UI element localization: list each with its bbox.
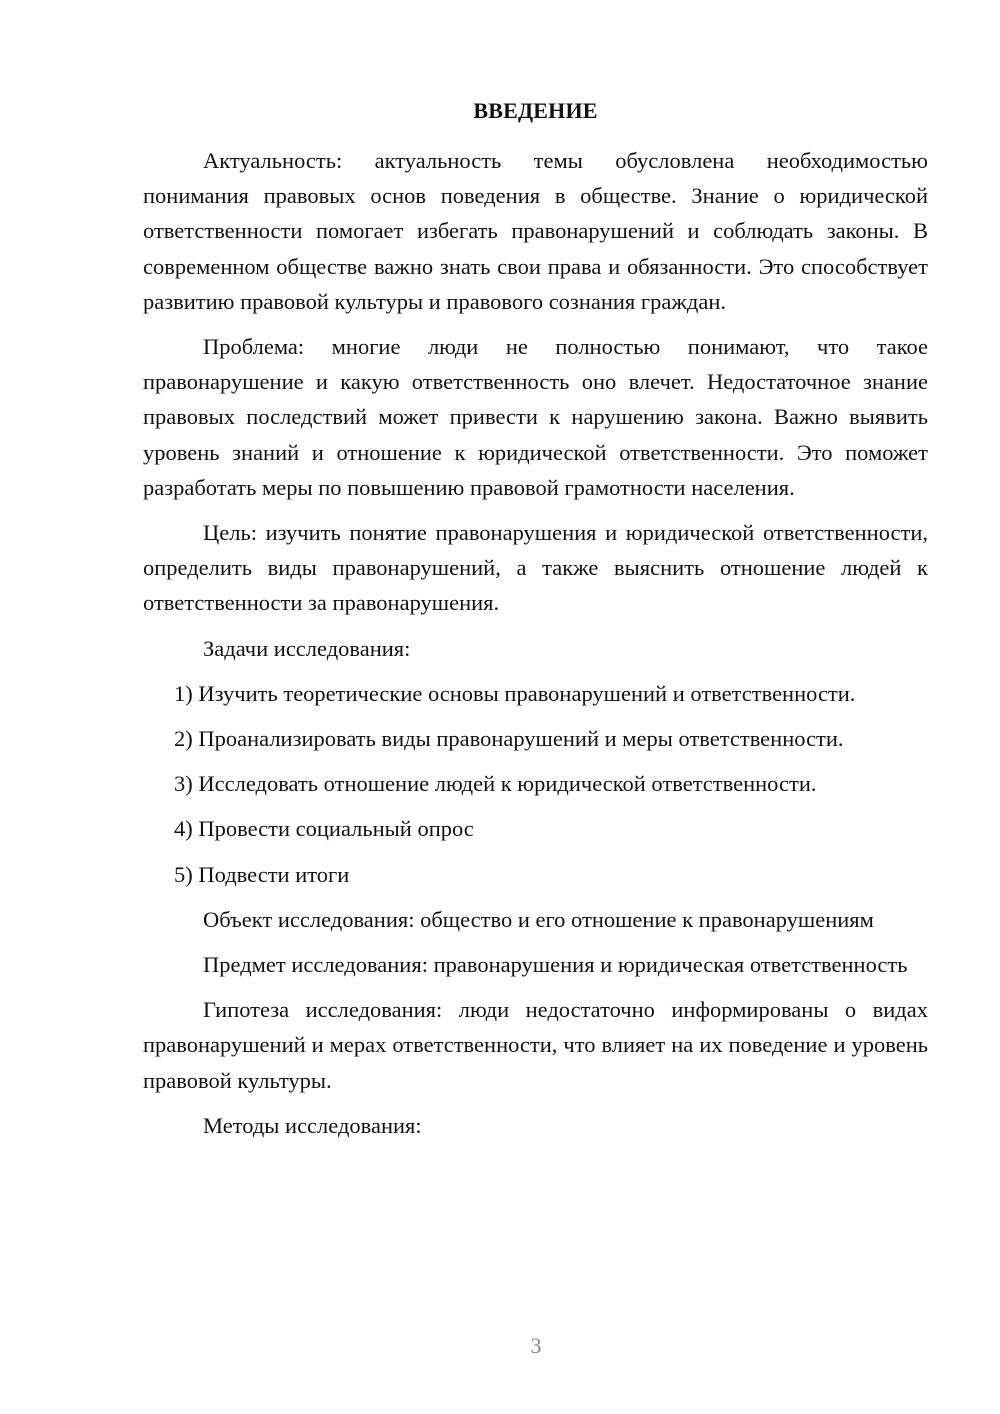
page-number: 3 — [530, 1333, 542, 1358]
goal-paragraph: Цель: изучить понятие правонарушения и юридической ответственности, определить виды правонарушений, а также выяснить отношение людей к ответственности за правонарушения. — [143, 520, 928, 616]
page-title: ВВЕДЕНИЕ — [473, 98, 598, 123]
methods-heading: Методы исследования: — [203, 1112, 422, 1138]
problem-paragraph: Проблема: многие люди не полностью понимают, что такое правонарушение и какую ответственность оно влечет. Недостаточное знание правовых последствий может привести к нарушению закона. Важно выявить уровень знаний и отношение к юридической ответственности. Это поможет разработать меры по повышению правовой грамотности населения. — [143, 334, 928, 500]
subject-paragraph: Предмет исследования: правонарушения и юридическая ответственность — [203, 952, 908, 978]
list-item: 4) Провести социальный опрос — [174, 816, 474, 842]
list-item: 3) Исследовать отношение людей к юридической ответственности. — [174, 771, 817, 797]
tasks-heading: Задачи исследования: — [203, 635, 411, 661]
hypothesis-paragraph: Гипотеза исследования: люди недостаточно информированы о видах правонарушений и мерах ответственности, что влияет на их поведение и уровень правовой культуры. — [143, 997, 928, 1093]
tasks-list — [143, 676, 928, 892]
list-item: 1) Изучить теоретические основы правонарушений и ответственности. — [174, 680, 856, 706]
object-paragraph: Объект исследования: общество и его отношение к правонарушениям — [203, 906, 874, 932]
list-item: 2) Проанализировать виды правонарушений и меры ответственности. — [174, 726, 844, 752]
document-page — [143, 96, 928, 1153]
relevance-paragraph: Актуальность: актуальность темы обусловлена необходимостью понимания правовых основ поведения в обществе. Знание о юридической ответственности помогает избегать правонарушений и соблюдать законы. В современном обществе важно знать свои права и обязанности. Это способствует развитию правовой культуры и правового сознания граждан. — [143, 148, 928, 314]
list-item: 5) Подвести итоги — [174, 861, 350, 887]
